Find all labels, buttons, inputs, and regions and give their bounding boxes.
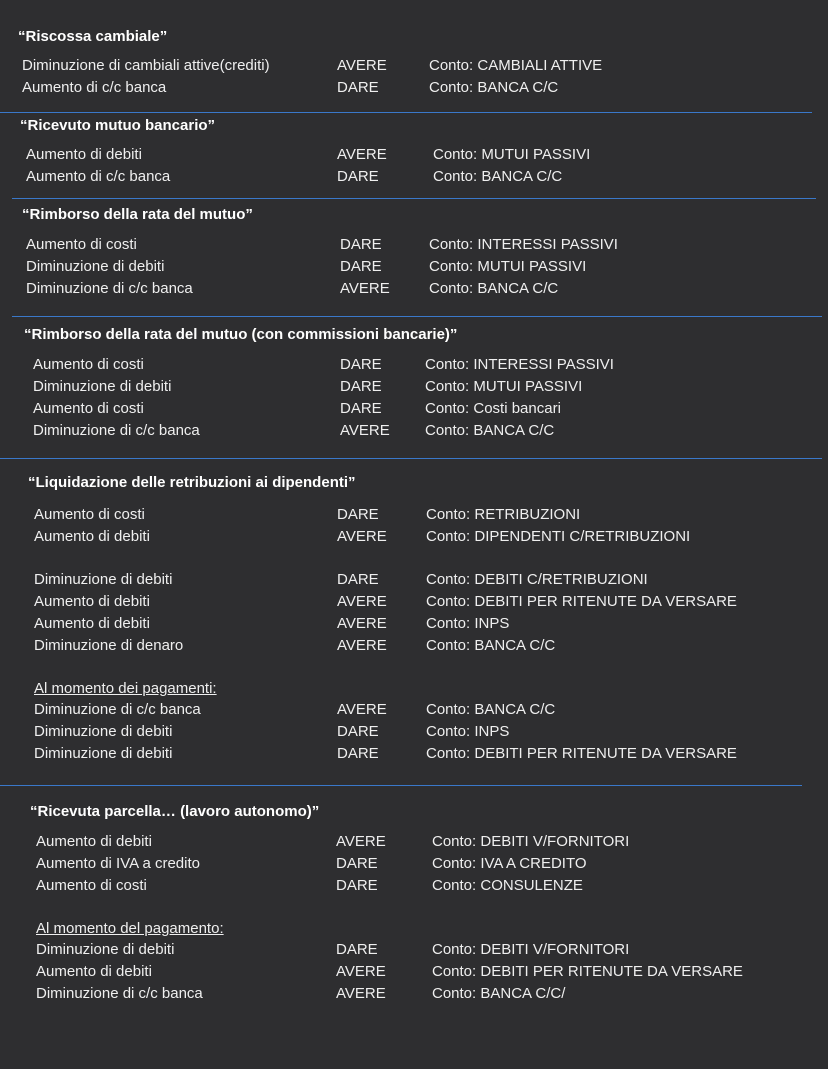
entry-account: Conto: MUTUI PASSIVI: [425, 378, 583, 395]
entry-side: DARE: [337, 79, 379, 96]
entry-description: Aumento di debiti: [36, 833, 152, 850]
entry-description: Aumento di c/c banca: [22, 79, 167, 96]
entry-description: Diminuzione di debiti: [34, 723, 173, 740]
entry-description: Diminuzione di denaro: [34, 637, 184, 654]
entry-account: Conto: DEBITI V/FORNITORI: [432, 833, 630, 850]
entry-side: DARE: [336, 877, 378, 894]
entry-description: Aumento di c/c banca: [26, 168, 171, 185]
entry-description: Aumento di debiti: [34, 615, 150, 632]
entry-side: DARE: [337, 723, 379, 740]
entry-description: Diminuzione di debiti: [26, 258, 165, 275]
entry-account: Conto: DIPENDENTI C/RETRIBUZIONI: [426, 528, 691, 545]
entry-description: Aumento di costi: [36, 877, 147, 894]
section-divider: [0, 785, 802, 786]
entry-description: Diminuzione di debiti: [36, 941, 175, 958]
section-title: “Rimborso della rata del mutuo (con commissioni bancarie)”: [24, 326, 458, 343]
entry-account: Conto: BANCA C/C/: [432, 985, 566, 1002]
entry-account: Conto: BANCA C/C: [429, 280, 559, 297]
entry-side: AVERE: [336, 985, 386, 1002]
entry-side: AVERE: [337, 701, 387, 718]
entry-account: Conto: DEBITI PER RITENUTE DA VERSARE: [426, 745, 737, 762]
section-divider: [12, 316, 822, 317]
entry-description: Aumento di costi: [26, 236, 137, 253]
entry-description: Aumento di costi: [34, 506, 145, 523]
section-title: “Rimborso della rata del mutuo”: [22, 206, 253, 223]
entry-side: AVERE: [337, 146, 387, 163]
entry-account: Conto: Costi bancari: [425, 400, 561, 417]
entry-side: DARE: [340, 258, 382, 275]
entry-side: AVERE: [337, 57, 387, 74]
entry-account: Conto: MUTUI PASSIVI: [429, 258, 587, 275]
section-title: “Riscossa cambiale”: [18, 28, 168, 45]
entry-side: AVERE: [337, 593, 387, 610]
entry-side: AVERE: [336, 963, 386, 980]
entry-account: Conto: CAMBIALI ATTIVE: [429, 57, 603, 74]
entry-description: Aumento di costi: [33, 356, 144, 373]
entry-description: Aumento di costi: [33, 400, 144, 417]
entry-account: Conto: BANCA C/C: [425, 422, 555, 439]
entry-side: DARE: [337, 745, 379, 762]
entry-account: Conto: DEBITI V/FORNITORI: [432, 941, 630, 958]
entry-description: Diminuzione di debiti: [33, 378, 172, 395]
entry-description: Diminuzione di debiti: [34, 571, 173, 588]
section-divider: [12, 198, 816, 199]
entry-account: Conto: IVA A CREDITO: [432, 855, 587, 872]
section-title: “Ricevuto mutuo bancario”: [20, 117, 216, 134]
entry-account: Conto: BANCA C/C: [426, 637, 556, 654]
entry-side: AVERE: [337, 637, 387, 654]
entry-description: Diminuzione di c/c banca: [36, 985, 203, 1002]
entry-side: DARE: [336, 855, 378, 872]
entry-description: Diminuzione di c/c banca: [34, 701, 201, 718]
entry-account: Conto: BANCA C/C: [426, 701, 556, 718]
section-divider: [0, 458, 822, 459]
entry-side: AVERE: [340, 422, 390, 439]
entry-account: Conto: INTERESSI PASSIVI: [429, 236, 618, 253]
entry-description: Aumento di debiti: [36, 963, 152, 980]
entry-account: Conto: MUTUI PASSIVI: [433, 146, 591, 163]
section-title: “Ricevuta parcella… (lavoro autonomo)”: [30, 803, 320, 820]
entry-description: Diminuzione di debiti: [34, 745, 173, 762]
entry-account: Conto: CONSULENZE: [432, 877, 583, 894]
entry-description: Aumento di debiti: [26, 146, 142, 163]
entry-side: DARE: [340, 400, 382, 417]
entry-side: DARE: [340, 356, 382, 373]
entry-account: Conto: DEBITI PER RITENUTE DA VERSARE: [432, 963, 743, 980]
entry-side: AVERE: [336, 833, 386, 850]
entry-side: DARE: [337, 506, 379, 523]
entry-side: DARE: [337, 571, 379, 588]
entry-account: Conto: BANCA C/C: [429, 79, 559, 96]
entry-description: Diminuzione di c/c banca: [33, 422, 200, 439]
section-title: “Liquidazione delle retribuzioni ai dipendenti”: [28, 474, 356, 491]
entry-account: Conto: INPS: [426, 615, 510, 632]
entry-side: DARE: [340, 236, 382, 253]
entry-side: DARE: [340, 378, 382, 395]
entry-description: Aumento di debiti: [34, 528, 150, 545]
entry-side: AVERE: [340, 280, 390, 297]
entry-account: Conto: DEBITI C/RETRIBUZIONI: [426, 571, 648, 588]
payment-subheading: Al momento dei pagamenti:: [34, 680, 217, 697]
entry-side: AVERE: [337, 615, 387, 632]
entry-account: Conto: INPS: [426, 723, 510, 740]
section-divider: [0, 112, 812, 113]
entry-side: AVERE: [337, 528, 387, 545]
payment-subheading: Al momento del pagamento:: [36, 920, 224, 937]
entry-description: Aumento di IVA a credito: [36, 855, 200, 872]
entry-description: Diminuzione di cambiali attive(crediti): [22, 57, 270, 74]
entry-account: Conto: DEBITI PER RITENUTE DA VERSARE: [426, 593, 737, 610]
entry-side: DARE: [336, 941, 378, 958]
entry-description: Aumento di debiti: [34, 593, 150, 610]
entry-account: Conto: RETRIBUZIONI: [426, 506, 581, 523]
entry-account: Conto: INTERESSI PASSIVI: [425, 356, 614, 373]
entry-account: Conto: BANCA C/C: [433, 168, 563, 185]
entry-side: DARE: [337, 168, 379, 185]
entry-description: Diminuzione di c/c banca: [26, 280, 193, 297]
